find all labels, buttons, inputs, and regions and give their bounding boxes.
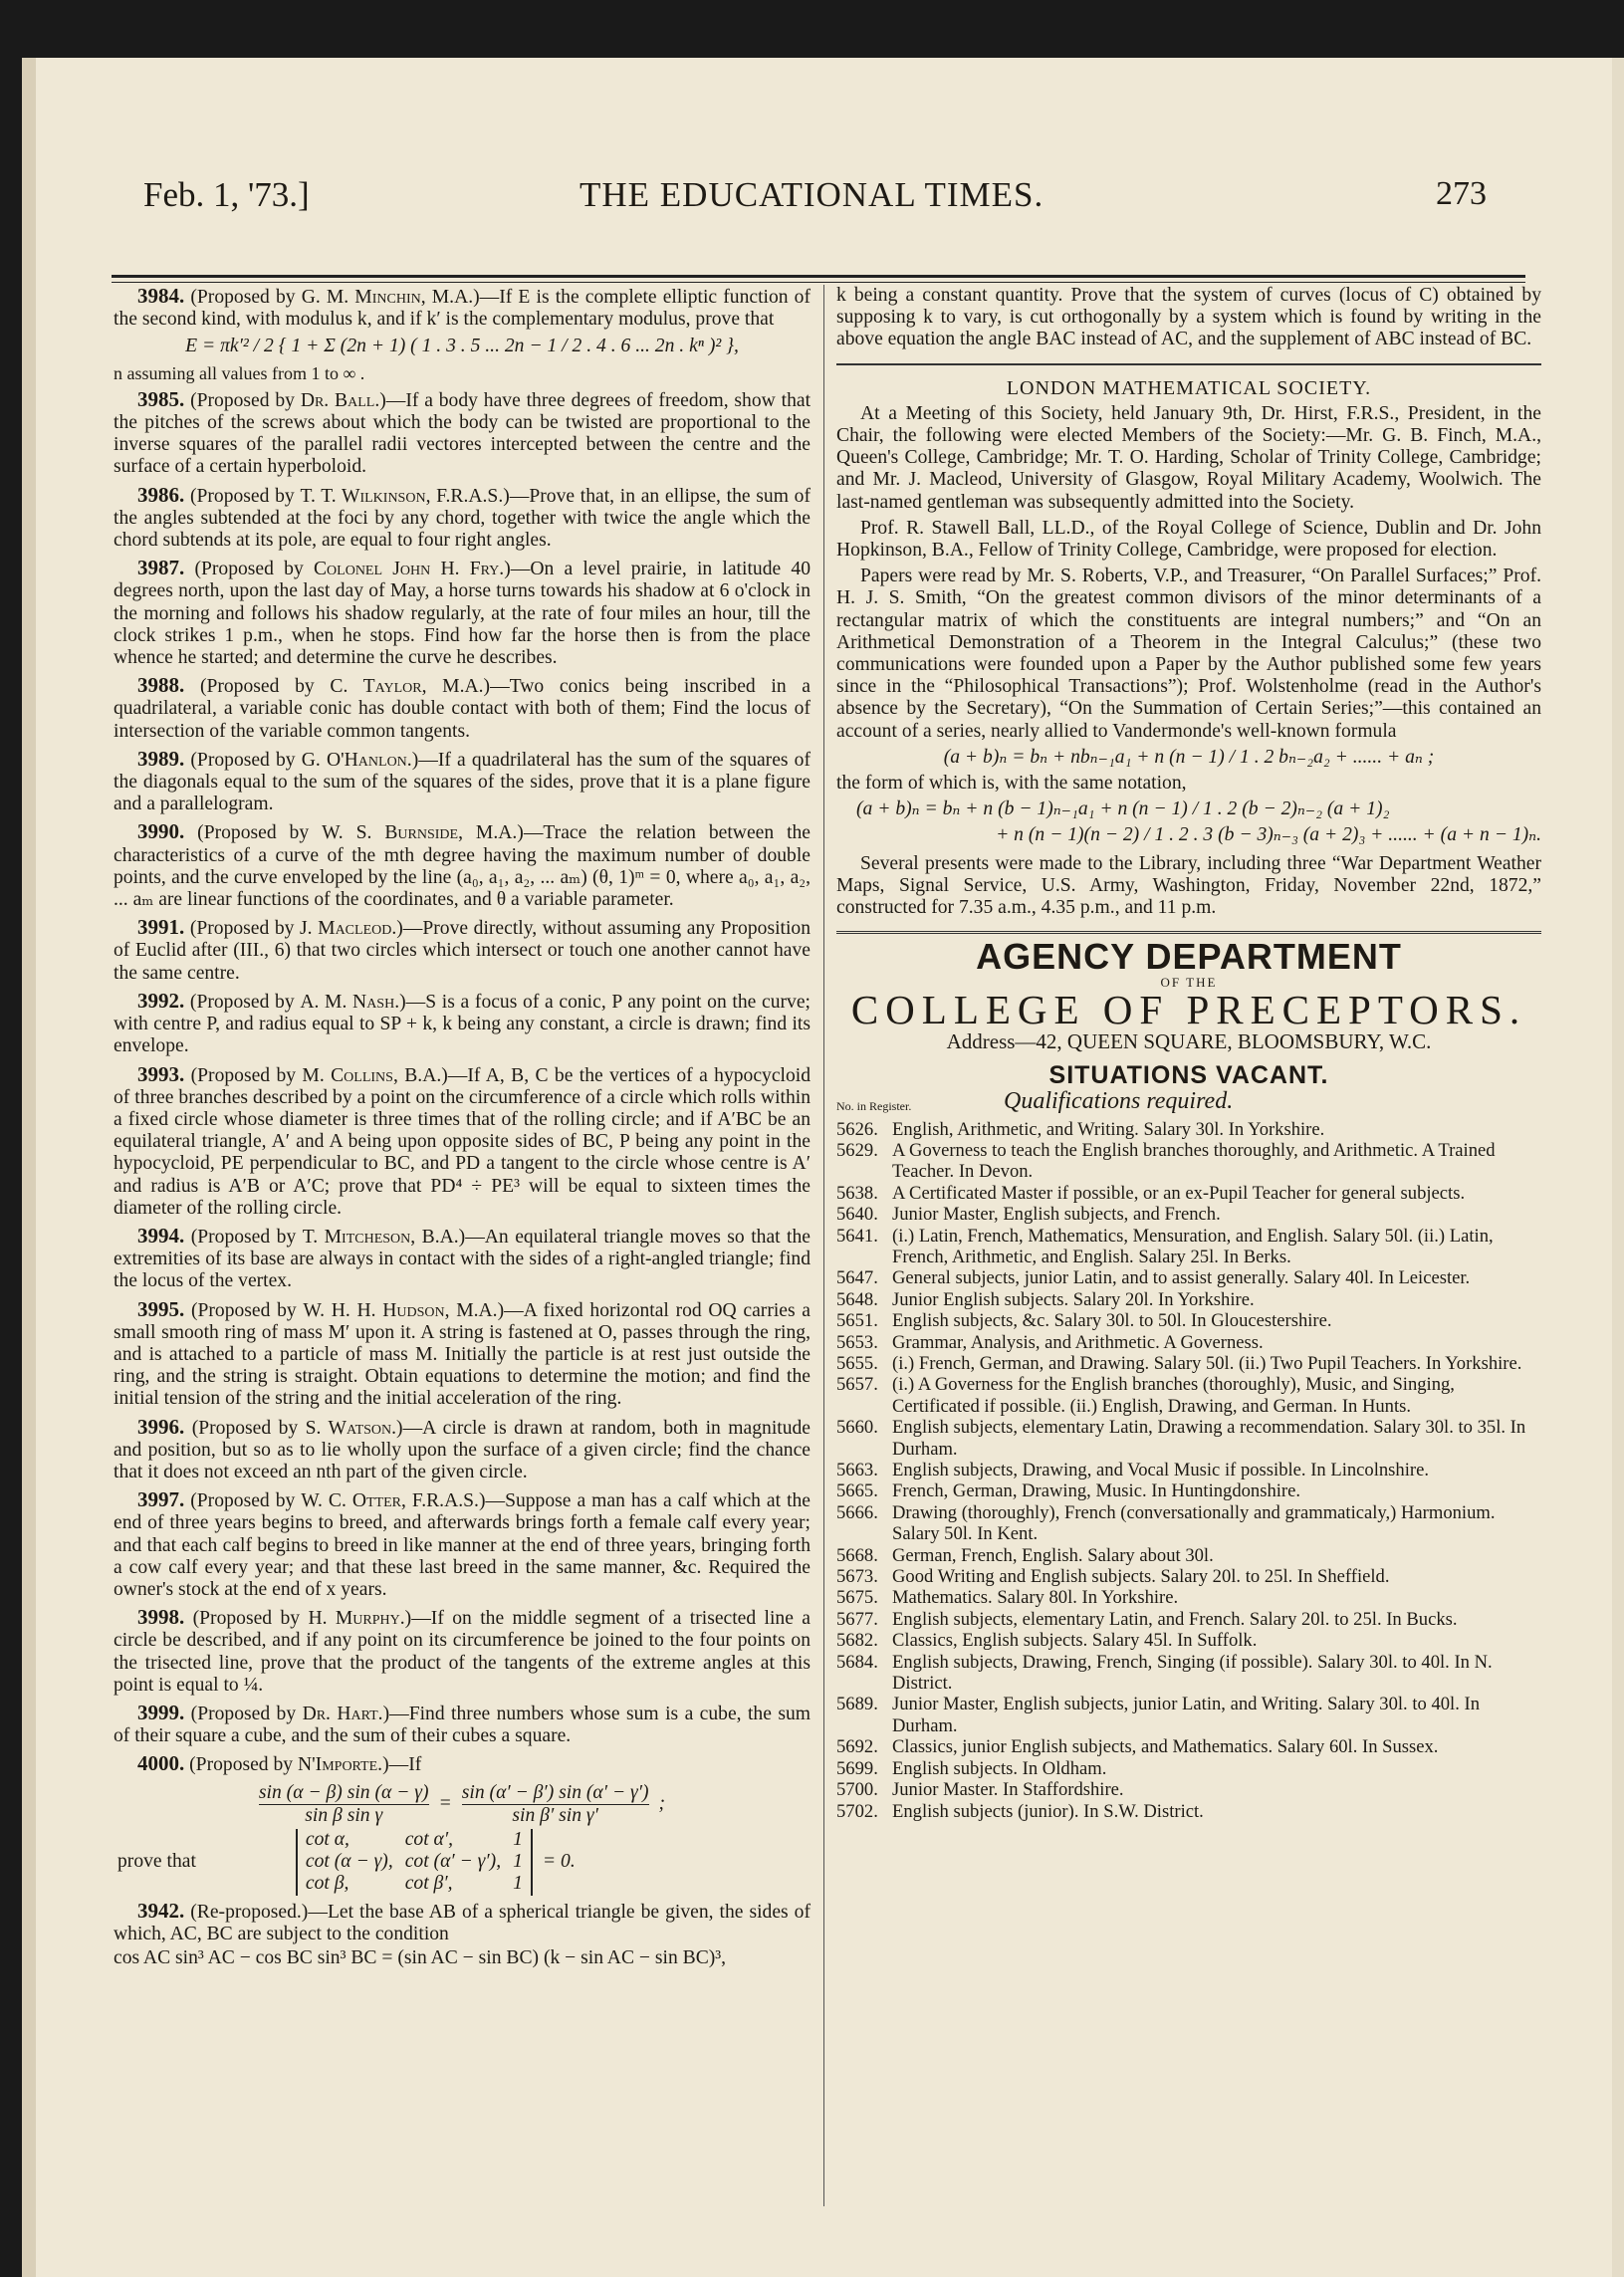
problem-text: —Two conics being inscribed in a quadrilateral, a variable conic has double contact with both of them; Find the locus of intersection of the variable common tangents. [114, 676, 812, 742]
situation-number: 5692. [836, 1736, 878, 1758]
page-edge [1612, 58, 1624, 2277]
problem-proposer: T. Mitcheson, B.A. [302, 1226, 459, 1248]
situation-number: 5668. [836, 1544, 878, 1566]
situation-number: 5641. [836, 1225, 878, 1247]
situation-number: 5648. [836, 1288, 878, 1310]
problem-text: —S is a focus of a conic, P any point on the curve; with centre P, and radius equal to SP + k, k being any constant, a circle is drawn; find its envelope. [114, 991, 811, 1057]
situation-item [836, 1652, 1541, 1695]
situation-text: Classics, junior English subjects, and Mathematics. Salary 60l. In Sussex. [892, 1736, 1439, 1758]
problem-proposer: N'Importe. [298, 1754, 383, 1776]
problem-number: 3999. [137, 1700, 185, 1724]
elliptic-formula-note: n assuming all values from 1 to ∞ . [114, 362, 365, 383]
problem-item: 3988. (Proposed by C. Taylor, M.A.)—Two conics being inscribed in a quadrilateral, a variable conic has double contact with both of them; Find the locus of intersection of the variable common tangents. [114, 673, 812, 742]
lms-paragraph-5: Several presents were made to the Library, including three “War Department Weather Maps, Signal Service, U.S. Army, Washington, Friday, November 22nd, 1872,” constructed for 7.35 a.m., 4.35 p.m., and 11 p.m. [836, 852, 1541, 919]
situation-number: 5673. [836, 1566, 878, 1588]
section-rule [836, 363, 1541, 365]
situation-text: Drawing (thoroughly), French (conversationally and grammaticaly,) Harmonium. Salary 50l. In Kent. [892, 1501, 1496, 1545]
determinant-cell: cot (α′ − γ′), [404, 1851, 502, 1873]
situation-number: 5675. [836, 1587, 878, 1609]
situation-text: (i.) A Governess for the English branches (thoroughly), Music, and Singing, Certificated if possible. (ii.) English, Drawing, and German. In Hunts. [892, 1374, 1455, 1417]
problem-label: (Re-proposed.) [190, 1901, 309, 1923]
problem-item: 3990. (Proposed by W. S. Burnside, M.A.)—Trace the relation between the characteristics of a curve of the mth degree having the maximum number of double points, and the curve enveloped by the line (a₀, a₁, a₂, ... aₘ) (θ, 1)ᵐ = 0, where a₀, a₁, a₂, ... aₘ are linear functions of the coordinates, and θ a variable parameter. [114, 819, 812, 911]
situations-heading: SITUATIONS VACANT. [1048, 1061, 1329, 1090]
problem-proposer: J. Macleod. [300, 918, 397, 940]
problem-proposer: W. C. Otter, F.R.A.S. [301, 1490, 479, 1512]
header-rule [112, 275, 1525, 283]
problem-text: —On a level prairie, in latitude 40 degrees north, upon the last day of May, a horse turns towards his shadow at 6 o'clock in the morning and follows his shadow regularly, at the rate of four miles an hour, till the clock strikes 1 p.m., when he stops. Find how far the horse then is from the place whence he started; and determine the curve he describes. [114, 559, 811, 669]
situation-text: Good Writing and English subjects. Salary 20l. to 25l. In Sheffield. [892, 1566, 1390, 1588]
situation-text: Grammar, Analysis, and Arithmetic. A Governess. [892, 1331, 1264, 1353]
problem-number: 3986. [137, 482, 185, 507]
problem-proposer: Dr. Hart. [302, 1703, 383, 1724]
situation-text: English subjects, elementary Latin, and French. Salary 20l. to 25l. In Bucks. [892, 1608, 1458, 1630]
situation-text: German, French, English. Salary about 30l. [892, 1544, 1214, 1566]
series-formula-line-2: + n (n − 1)(n − 2) / 1 . 2 . 3 (b − 3)ₙ₋₃ (a + 2)₃ + ...... + (a + n − 1)ₙ. [996, 824, 1541, 846]
problem-item: 3995. (Proposed by W. H. H. Hudson, M.A.)—A fixed horizontal rod OQ carries a small smooth ring of mass M′ upon it. A string is fastened at O, passes through the ring, and is attached to a particle of mass M. Initially the particle is at rest just outside the ring, and the string is straight. Obtain equations to determine the motion; and find the initial tension of the string and the initial acceleration of the ring. [114, 1296, 812, 1410]
agency-title: AGENCY DEPARTMENT [976, 936, 1402, 978]
situation-item [836, 1801, 1541, 1822]
situation-item [836, 1736, 1541, 1757]
problem-text: —If a quadrilateral has the sum of the squares of the diagonals equal to the sum of the squares of the sides, prove that it is a plane figure and a parallelogram. [114, 749, 812, 815]
problem-proposer: S. Watson. [305, 1417, 397, 1439]
situation-text: (i.) French, German, and Drawing. Salary 50l. (ii.) Two Pupil Teachers. In Yorkshire. [892, 1352, 1522, 1374]
problem-proposer: M. Collins, B.A. [302, 1064, 442, 1086]
situation-text: English subjects (junior). In S.W. District. [892, 1800, 1204, 1822]
situation-item [836, 1204, 1541, 1225]
determinant-equals: = 0. [542, 1851, 576, 1873]
problem-text: —If E is the complete elliptic function of the second kind, with modulus k, and if k′ is the complementary modulus, prove that [114, 287, 812, 331]
problem-number: 3942. [137, 1898, 185, 1923]
problem-number: 3985. [137, 386, 185, 411]
situations-subheading [836, 1088, 1541, 1115]
college-title: COLLEGE OF PRECEPTORS. [850, 986, 1527, 1032]
situation-item [836, 1545, 1541, 1566]
situation-item [836, 1566, 1541, 1587]
problem-4000-formula: $\frac{\sin (\alpha - \beta) \sin (\alpha - \gamma)}{\text{sin β sin γ}}$ = $\frac{\sin (\alpha' - \beta') \sin (\alpha' - \gamma')}{\text{sin β′ sin γ′}}$ ; prove that cot α, cot α′, 1 cot (α − γ), cot (α′ − γ′), 1 cot β, cot β′, 1 = 0. [114, 1782, 811, 1896]
situation-item [836, 1183, 1541, 1204]
no-in-register-label: No. in Register. [836, 1098, 912, 1113]
situation-item [836, 1502, 1541, 1545]
situation-item [836, 1332, 1541, 1353]
column-divider [823, 285, 824, 2206]
situation-text: English subjects, Drawing, French, Singing (if possible). Salary 30l. to 40l. In N. District. [892, 1651, 1493, 1695]
agency-of-the: OF THE [1160, 975, 1218, 991]
problem-item: 3987. (Proposed by Colonel John H. Fry.)—On a level prairie, in latitude 40 degrees north, upon the last day of May, a horse turns towards his shadow at 6 o'clock in the morning and follows his shadow regularly, at the rate of four miles an hour, till the clock strikes 1 p.m., when he stops. Find how far the horse then is from the place whence he started; and determine the curve he describes. [114, 556, 811, 669]
situation-number: 5657. [836, 1374, 878, 1396]
problem-item: 3984. (Proposed by G. M. Minchin, M.A.)—If E is the complete elliptic function of the second kind, with modulus k, and if k′ is the complementary modulus, prove that [114, 284, 812, 331]
situation-item [836, 1267, 1541, 1288]
header-title: THE EDUCATIONAL TIMES. [580, 175, 1044, 214]
problem-text: —Find three numbers whose sum is a cube, the sum of their square a cube, and the sum of their cubes a square. [114, 1703, 812, 1747]
situation-text: English subjects, Drawing, and Vocal Music if possible. In Lincolnshire. [892, 1460, 1429, 1480]
situation-number: 5677. [836, 1608, 878, 1630]
determinant-cell: 1 [513, 1851, 523, 1873]
right-column [836, 285, 1541, 1822]
problem-text: —If A, B, C be the vertices of a hypocycloid of three branches described by a point on the circumference of a circle which rolls within a fixed circle whose diameter is three times that of the rolling circle; and if A′BC be an equilateral triangle, A′ and A being upon opposite sides of BC, P being any point in the hypocycloid, PE perpendicular to BC, and PD a tangent to the circle whose centre is A′ and radius is A′B or A′C; prove that PD⁴ ÷ PE³ will be equal to sixteen times the diameter of the rolling circle. [114, 1064, 812, 1219]
problem-proposer: G. M. Minchin, M.A. [301, 287, 474, 308]
problem-number: 3984. [137, 284, 185, 308]
situation-item [836, 1758, 1541, 1779]
situation-text: Junior English subjects. Salary 20l. In Yorkshire. [892, 1288, 1255, 1310]
situation-number: 5651. [836, 1310, 878, 1332]
problem-list [114, 285, 811, 1777]
situation-number: 5666. [836, 1501, 878, 1523]
situation-number: 5699. [836, 1757, 878, 1779]
situation-number: 5638. [836, 1182, 878, 1204]
situation-item [836, 1417, 1541, 1460]
problem-item: 3991. (Proposed by J. Macleod.)—Prove directly, without assuming any Proposition of Euclid after (III., 6) that two circles which intersect or touch one another cannot have the same centre. [114, 915, 811, 984]
elliptic-formula-rhs: { 1 + Σ (2n + 1) ( 1 . 3 . 5 ... 2n − 1 / 2 . 4 . 6 ... 2n . kⁿ )² }, [278, 336, 739, 357]
fraction-right [462, 1782, 649, 1827]
situation-item [836, 1630, 1541, 1651]
fraction-left [259, 1782, 429, 1827]
situation-text: English, Arithmetic, and Writing. Salary 30l. In Yorkshire. [892, 1118, 1325, 1140]
determinant-matrix [296, 1829, 533, 1896]
situation-number: 5640. [836, 1204, 878, 1226]
elliptic-formula-lhs: E = πk′² / 2 [185, 336, 274, 357]
situation-text: General subjects, junior Latin, and to assist generally. Salary 40l. In Leicester. [892, 1267, 1471, 1289]
problem-number: 3998. [137, 1605, 185, 1630]
problem-number: 3995. [137, 1296, 185, 1321]
problem-proposer: G. O'Hanlon. [301, 749, 412, 771]
fraction-right-denominator: sin β′ sin γ′ [512, 1804, 598, 1826]
problem-text: —Suppose a man has a calf which at the end of three years begins to breed, and afterwards brings forth a female calf every year; and that each calf begins to breed in like manner at the end of three years, bringing forth a cow calf every year; and that these last breed in the same manner, &c. Required the owner's stock at the end of x years. [114, 1490, 812, 1600]
problem-3942-continuation: k being a constant quantity. Prove that the system of curves (locus of C) obtained by supposing k to vary, is cut orthogonally by a system which is found by writing in the above equation the angle BAC instead of AC, and the supplement of ABC instead of BC. [836, 285, 1541, 350]
page-header [22, 175, 1624, 235]
situation-text: Junior Master. In Staffordshire. [892, 1779, 1124, 1801]
situation-text: English subjects. In Oldham. [892, 1757, 1107, 1779]
problem-number: 3990. [137, 819, 185, 844]
situation-item [836, 1226, 1541, 1268]
problem-number: 3989. [137, 746, 185, 771]
situation-item [836, 1353, 1541, 1374]
problem-item: 3992. (Proposed by A. M. Nash.)—S is a focus of a conic, P any point on the curve; with centre P, and radius equal to SP + k, k being any constant, a circle is drawn; find its envelope. [114, 988, 811, 1057]
situation-text: A Certificated Master if possible, or an ex-Pupil Teacher for general subjects. [892, 1182, 1466, 1204]
fraction-left-numerator: sin (α − β) sin (α − γ) [259, 1782, 429, 1805]
situation-item [836, 1694, 1541, 1736]
situation-text: Junior Master, English subjects, junior Latin, and Writing. Salary 30l. to 40l. In Durham. [892, 1694, 1480, 1736]
situation-text: Junior Master, English subjects, and French. [892, 1204, 1221, 1226]
problem-text: —An equilateral triangle moves so that the extremities of its base are always in contact with the sides of a right-angled triangle; find the locus of the vertex. [114, 1226, 811, 1292]
situation-item [836, 1779, 1541, 1800]
problem-item: 3997. (Proposed by W. C. Otter, F.R.A.S.)—Suppose a man has a calf which at the end of three years begins to breed, and afterwards brings forth a female calf every year; and that each calf begins to breed in like manner at the end of three years, bringing forth a cow calf every year; and that these last breed in the same manner, &c. Required the owner's stock at the end of x years. [114, 1487, 812, 1600]
agency-address: Address—42, QUEEN SQUARE, BLOOMSBURY, W.C. [946, 1028, 1432, 1053]
situation-item [836, 1587, 1541, 1608]
situation-item [836, 1480, 1541, 1501]
problem-text: —A circle is drawn at random, both in magnitude and position, but so as to lie wholly upon the surface of a given circle; find the chance that it does not exceed an nth part of the given circle. [114, 1417, 812, 1482]
problem-text: —If on the middle segment of a trisected line a circle be described, and if any point on its circumference be joined to the four points on the trisected line, prove that the product of the tangents of the extreme angles at this point is equal to ¼. [114, 1608, 811, 1696]
determinant-cell: cot α, [305, 1829, 349, 1850]
situation-text: Mathematics. Salary 80l. In Yorkshire. [892, 1587, 1179, 1609]
problem-number: 3997. [137, 1487, 185, 1512]
situation-item [836, 1289, 1541, 1310]
situation-item [836, 1374, 1541, 1417]
series-formula-line-1: (a + b)ₙ = bₙ + n (b − 1)ₙ₋₁a₁ + n (n − 1) / 1 . 2 (b − 2)ₙ₋₂ (a + 1)₂ [856, 798, 1390, 820]
situation-item [836, 1119, 1541, 1140]
problem-item: 3999. (Proposed by Dr. Hart.)—Find three numbers whose sum is a cube, the sum of their square a cube, and the sum of their cubes a square. [114, 1700, 812, 1747]
problem-3942-condition: cos AC sin³ AC − cos BC sin³ BC = (sin AC − sin BC) (k − sin AC − sin BC)³, [114, 1947, 727, 1969]
problem-number: 3994. [137, 1223, 185, 1248]
problem-number: 3996. [137, 1414, 185, 1439]
problem-item: 3998. (Proposed by H. Murphy.)—If on the middle segment of a trisected line a circle be described, and if any point on its circumference be joined to the four points on the trisected line, prove that the product of the tangents of the extreme angles at this point is equal to ¼. [114, 1605, 811, 1696]
determinant [117, 1829, 811, 1896]
situation-number: 5663. [836, 1460, 878, 1480]
problem-text: —If a body have three degrees of freedom, show that the pitches of the screws about which the body can be twisted are proportional to the inverse squares of the parallel radii vectores intercepted between the centre and the surface of a certain hyperboloid. [114, 389, 812, 478]
fraction-right-numerator: sin (α′ − β′) sin (α′ − γ′) [462, 1782, 649, 1805]
problem-item: 3994. (Proposed by T. Mitcheson, B.A.)—An equilateral triangle moves so that the extremities of its base are always in contact with the sides of a right-angled triangle; find the locus of the vertex. [114, 1223, 811, 1292]
problem-number: 4000. [137, 1751, 185, 1776]
situation-number: 5655. [836, 1352, 878, 1374]
lms-paragraph-3: Papers were read by Mr. S. Roberts, V.P., and Treasurer, “On Parallel Surfaces;” Prof. H. J. S. Smith, “On the greatest common divisors of the minor determinants of a rectangular matrix of which the constituents are integral numbers;” and “On an Arithmetical Demonstration of a Theorem in the Integral Calculus;” (these two communications were founded upon a Paper by the Author published some few years since in the “Philosophical Transactions”); Prof. Wolstenholme (read in the Author's absence by the Secretary), “On the Summation of Certain Series;”—this contained an account of a series, nearly allied to Vandermonde's well-known formula [836, 566, 1541, 742]
problem-item: 3989. (Proposed by G. O'Hanlon.)—If a quadrilateral has the sum of the squares of the diagonals equal to the sum of the squares of the sides, prove that it is a plane figure and a parallelogram. [114, 746, 812, 815]
qualifications-label: Qualifications required. [1004, 1088, 1234, 1115]
situation-text: English subjects, &c. Salary 30l. to 50l. In Gloucestershire. [892, 1310, 1332, 1332]
situation-text: (i.) Latin, French, Mathematics, Mensuration, and English. Salary 50l. (ii.) Latin, French, Arithmetic, and English. Salary 25l. In Berks. [892, 1225, 1494, 1267]
determinant-cell: cot (α − γ), [305, 1851, 393, 1873]
problem-item: 3993. (Proposed by M. Collins, B.A.)—If A, B, C be the vertices of a hypocycloid of three branches described by a point on the circumference of a circle which rolls within a fixed circle whose diameter is three times that of the rolling circle; and if A′BC be an equilateral triangle, A′ and A being upon opposite sides of BC, P being any point in the hypocycloid, PE perpendicular to BC, and PD a tangent to the circle whose centre is A′ and radius is A′B or A′C; prove that PD⁴ ÷ PE³ will be equal to sixteen times the diameter of the rolling circle. [114, 1061, 812, 1219]
page-number: 273 [1436, 175, 1487, 212]
situations-list [836, 1119, 1541, 1822]
situation-number: 5684. [836, 1651, 878, 1673]
situation-number: 5682. [836, 1630, 878, 1652]
determinant-cell: cot β′, [404, 1873, 453, 1895]
problem-number: 3987. [137, 556, 185, 580]
problem-number: 3991. [137, 915, 185, 940]
problem-item: 3986. (Proposed by T. T. Wilkinson, F.R.A.S.)—Prove that, in an ellipse, the sum of the angles subtended at the foci by any chord, together with twice the angle which the chord subtends at its pole, are equal to four right angles. [114, 482, 811, 552]
determinant-cell: 1 [513, 1873, 523, 1895]
problem-proposer: C. Taylor, M.A. [330, 676, 484, 698]
lms-paragraph-1: At a Meeting of this Society, held January 9th, Dr. Hirst, F.R.S., President, in the Chair, the following were elected Members of the Society:—Mr. G. B. Finch, M.A., Queen's College, Cambridge; Mr. T. O. Harding, Scholar of Trinity College, Cambridge; and Mr. J. Macleod, University of Glasgow, Royal Military Academy, Woolwich. The last-named gentleman was subsequently admitted into the Society. [836, 402, 1541, 513]
problem-text: —Prove directly, without assuming any Proposition of Euclid after (III., 6) that two circles which intersect or touch one another cannot have the same centre. [114, 918, 811, 984]
problem-text: —Let the base AB of a spherical triangle be given, the sides of which, AC, BC are subject to the condition [114, 1901, 811, 1944]
problem-proposer: T. T. Wilkinson, F.R.A.S. [300, 485, 504, 507]
problem-proposer: Colonel John H. Fry. [313, 559, 505, 580]
problem-text: —Prove that, in an ellipse, the sum of the angles subtended at the foci by any chord, together with twice the angle which the chord subtends at its pole, are equal to four right angles. [114, 485, 811, 552]
problem-item: 3985. (Proposed by Dr. Ball.)—If a body have three degrees of freedom, show that the pitches of the screws about which the body can be twisted are proportional to the inverse squares of the parallel radii vectores intercepted between the centre and the surface of a certain hyperboloid. [114, 386, 812, 478]
vandermonde-formula: (a + b)ₙ = bₙ + nbₙ₋₁a₁ + n (n − 1) / 1 . 2 bₙ₋₂a₂ + ...... + aₙ ; [943, 746, 1435, 768]
situation-item [836, 1140, 1541, 1183]
problem-number: 3988. [137, 673, 185, 698]
situation-number: 5700. [836, 1779, 878, 1801]
problem-item: 4000. (Proposed by N'Importe.)—If [137, 1751, 422, 1776]
problem-3942 [114, 1900, 811, 1945]
problem-proposer: H. Murphy. [308, 1608, 405, 1630]
problem-proposer: Dr. Ball. [300, 389, 380, 411]
left-column [114, 285, 811, 1973]
situation-number: 5653. [836, 1331, 878, 1353]
lms-heading: LONDON MATHEMATICAL SOCIETY. [1006, 376, 1372, 399]
situation-text: French, German, Drawing, Music. In Huntingdonshire. [892, 1480, 1301, 1502]
problem-proposer: W. S. Burnside, M.A. [322, 822, 518, 844]
problem-proposer: W. H. H. Hudson, M.A. [303, 1299, 498, 1321]
determinant-cell: cot α′, [404, 1829, 454, 1850]
situation-item [836, 1609, 1541, 1630]
lms-paragraph-2: Prof. R. Stawell Ball, LL.D., of the Royal College of Science, Dublin and Dr. John Hopkinson, B.A., Fellow of Trinity College, Cambridge, were proposed for election. [836, 517, 1541, 562]
situation-number: 5647. [836, 1267, 878, 1289]
header-date: Feb. 1, '73.] [143, 175, 310, 214]
situation-number: 5626. [836, 1118, 878, 1140]
situation-number: 5689. [836, 1694, 878, 1715]
problem-item: 3996. (Proposed by S. Watson.)—A circle is drawn at random, both in magnitude and position, but so as to lie wholly upon the surface of a given circle; find the chance that it does not exceed an nth part of the given circle. [114, 1414, 812, 1482]
lms-paragraph-4: the form of which is, with the same notation, [836, 773, 1187, 795]
determinant-cell: 1 [513, 1829, 523, 1850]
situation-item [836, 1460, 1541, 1480]
situation-text: A Governess to teach the English branches thoroughly, and Arithmetic. A Trained Teacher. In Devon. [892, 1139, 1496, 1183]
situation-number: 5629. [836, 1139, 878, 1161]
problem-text: —Trace the relation between the characteristics of a curve of the mth degree having the maximum number of double points, and the curve enveloped by the line (a₀, a₁, a₂, ... aₘ) (θ, 1)ᵐ = 0, where a₀, a₁, a₂, ... aₘ are linear functions of the coordinates, and θ a variable parameter. [114, 822, 812, 911]
problem-text: —A fixed horizontal rod OQ carries a small smooth ring of mass M′ upon it. A string is fastened at O, passes through the ring, and is attached to a particle of mass M. Initially the particle is at rest just outside the ring, and the string is straight. Obtain equations to determine the motion; and find the initial tension of the string and the initial acceleration of the ring. [114, 1299, 812, 1410]
elliptic-formula [114, 336, 811, 357]
situation-text: English subjects, elementary Latin, Drawing a recommendation. Salary 30l. to 35l. In Durham. [892, 1417, 1526, 1460]
fraction-left-denominator: sin β sin γ [305, 1804, 383, 1826]
newspaper-page [22, 58, 1624, 2277]
situation-number: 5665. [836, 1480, 878, 1502]
problem-number: 3992. [137, 988, 185, 1013]
problem-number: 3993. [137, 1061, 185, 1086]
situation-text: Classics, English subjects. Salary 45l. In Suffolk. [892, 1630, 1258, 1652]
problem-proposer: A. M. Nash. [300, 991, 400, 1013]
prove-that-label: prove that [117, 1851, 196, 1873]
situation-number: 5660. [836, 1417, 878, 1439]
situation-item [836, 1310, 1541, 1331]
determinant-cell: cot β, [305, 1873, 349, 1895]
situation-number: 5702. [836, 1800, 878, 1822]
problem-text: —If [388, 1754, 422, 1776]
section-rule-2 [836, 931, 1541, 934]
